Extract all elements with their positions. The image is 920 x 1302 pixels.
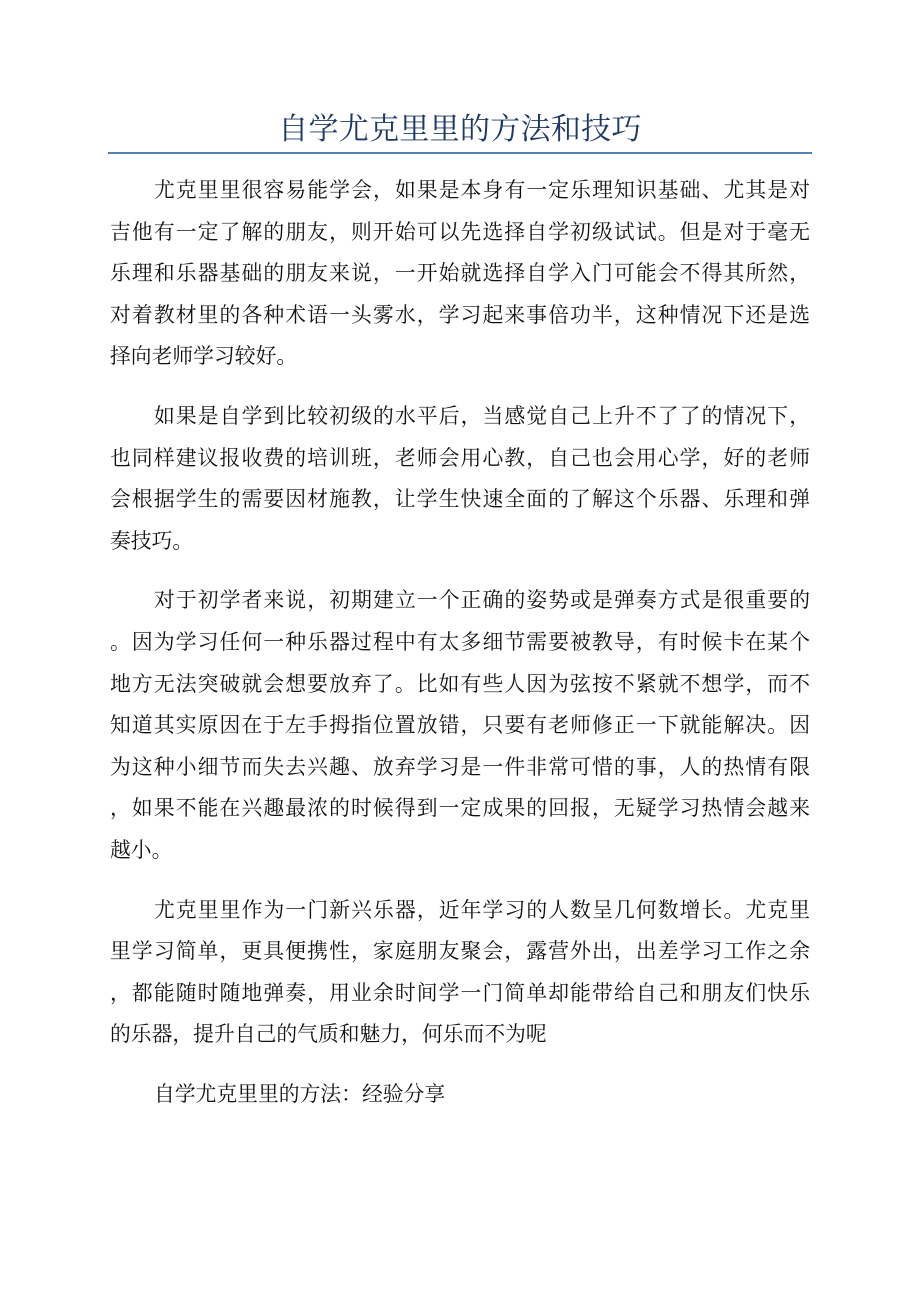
paragraph-line: 对于初学者来说，初期建立一个正确的姿势或是弹奏方式是很重要的 — [154, 588, 810, 613]
paragraph-line: ，如果不能在兴趣最浓的时候得到一定成果的回报，无疑学习热情会越来 — [110, 796, 810, 821]
paragraph-line: 。因为学习任何一种乐器过程中有太多细节需要被教导，有时候卡在某个 — [110, 629, 810, 654]
paragraph — [110, 580, 810, 871]
paragraph-line: 对着教材里的各种术语一头雾水，学习起来事倍功半，这种情况下还是选 — [110, 302, 810, 327]
title-underline — [108, 152, 812, 154]
paragraph-line: 地方无法突破就会想要放弃了。比如有些人因为弦按不紧就不想学，而不 — [110, 671, 810, 696]
paragraph-line: 越小。 — [110, 837, 173, 862]
paragraph — [110, 890, 810, 1056]
paragraph — [110, 396, 810, 562]
paragraph-line: 会根据学生的需要因材施教，让学生快速全面的了解这个乐器、乐理和弹 — [110, 487, 810, 512]
paragraph-line: 知道其实原因在于左手拇指位置放错，只要有老师修正一下就能解决。因 — [110, 713, 810, 738]
paragraph — [110, 170, 810, 378]
paragraph-line: 里学习简单，更具便携性，家庭朋友聚会，露营外出，出差学习工作之余 — [110, 939, 810, 964]
paragraph-line: 奏技巧。 — [110, 528, 194, 553]
paragraph-line: 尤克里里作为一门新兴乐器，近年学习的人数呈几何数增长。尤克里 — [154, 897, 810, 922]
paragraph-line: 也同样建议报收费的培训班，老师会用心教，自己也会用心学，好的老师 — [110, 445, 810, 470]
paragraph-line: 为这种小细节而失去兴趣、放弃学习是一件非常可惜的事，人的热情有限 — [110, 754, 810, 779]
paragraph-line: 吉他有一定了解的朋友，则开始可以先选择自学初级试试。但是对于毫无 — [110, 219, 810, 244]
paragraph-line: 的乐器，提升自己的气质和魅力，何乐而不为呢 — [110, 1022, 547, 1047]
document-title: 自学尤克里里的方法和技巧 — [278, 112, 642, 147]
paragraph-line: 择向老师学习较好。 — [110, 344, 298, 369]
paragraph-line: 乐理和乐器基础的朋友来说，一开始就选择自学入门可能会不得其所然， — [110, 261, 810, 286]
paragraph-line: 如果是自学到比较初级的水平后，当感觉自己上升不了了的情况下， — [154, 403, 810, 428]
paragraph-line: 尤克里里很容易能学会，如果是本身有一定乐理知识基础、尤其是对 — [154, 178, 810, 202]
paragraph — [110, 1074, 810, 1116]
paragraph-line: ，都能随时随地弹奏，用业余时间学一门简单却能带给自己和朋友们快乐 — [110, 980, 810, 1005]
document-body — [110, 170, 810, 1133]
paragraph-line: 自学尤克里里的方法：经验分享 — [154, 1081, 446, 1106]
